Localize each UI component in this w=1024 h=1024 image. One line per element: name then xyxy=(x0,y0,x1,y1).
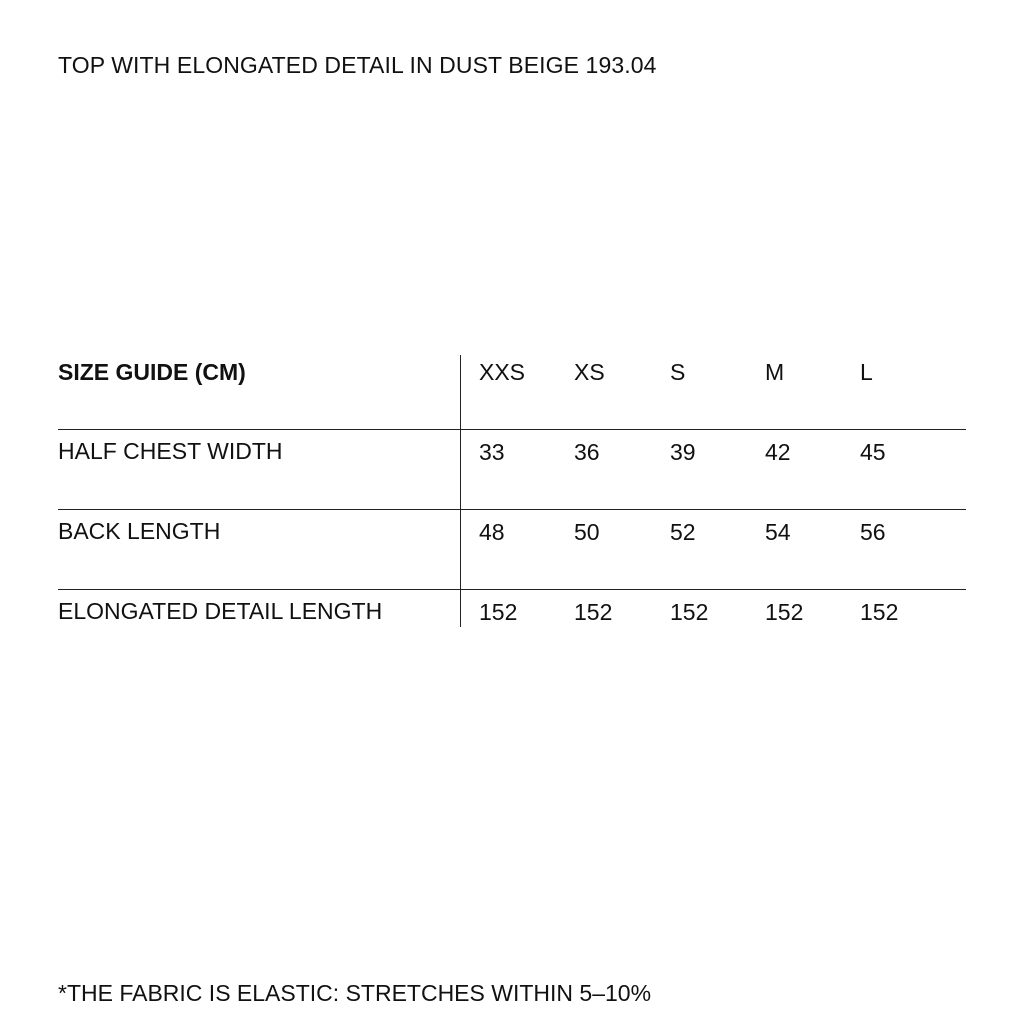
size-xs-header: XS xyxy=(574,359,605,385)
table-cell: 39 xyxy=(670,439,696,465)
table-cell: 56 xyxy=(860,519,886,545)
table-cell: 50 xyxy=(574,519,600,545)
size-s-header: S xyxy=(670,359,686,385)
size-guide-heading: SIZE GUIDE (CM) xyxy=(58,359,246,385)
size-m-header: M xyxy=(765,359,785,385)
row-label: ELONGATED DETAIL LENGTH xyxy=(58,598,383,624)
table-cell: 48 xyxy=(479,519,505,545)
table-row-half-chest-width xyxy=(58,429,966,510)
table-cell: 152 xyxy=(670,599,709,625)
table-cell: 152 xyxy=(765,599,804,625)
size-guide-table xyxy=(58,355,966,627)
size-l-header: L xyxy=(860,359,873,385)
table-cell: 33 xyxy=(479,439,505,465)
size-xxs-header: XXS xyxy=(479,359,526,385)
fabric-footnote: *THE FABRIC IS ELASTIC: STRETCHES WITHIN 5–10% xyxy=(58,980,652,1006)
table-cell: 42 xyxy=(765,439,791,465)
table-cell: 52 xyxy=(670,519,696,545)
table-cell: 152 xyxy=(574,599,613,625)
table-cell: 152 xyxy=(479,599,518,625)
size-header-row xyxy=(58,355,966,435)
table-cell: 54 xyxy=(765,519,791,545)
product-title: TOP WITH ELONGATED DETAIL IN DUST BEIGE 193.04 xyxy=(58,52,657,78)
row-label: HALF CHEST WIDTH xyxy=(58,438,283,464)
row-label: BACK LENGTH xyxy=(58,518,221,544)
table-row-elongated-detail-length xyxy=(58,589,966,628)
table-row-back-length xyxy=(58,509,966,590)
table-cell: 45 xyxy=(860,439,886,465)
table-cell: 36 xyxy=(574,439,600,465)
table-cell: 152 xyxy=(860,599,899,625)
